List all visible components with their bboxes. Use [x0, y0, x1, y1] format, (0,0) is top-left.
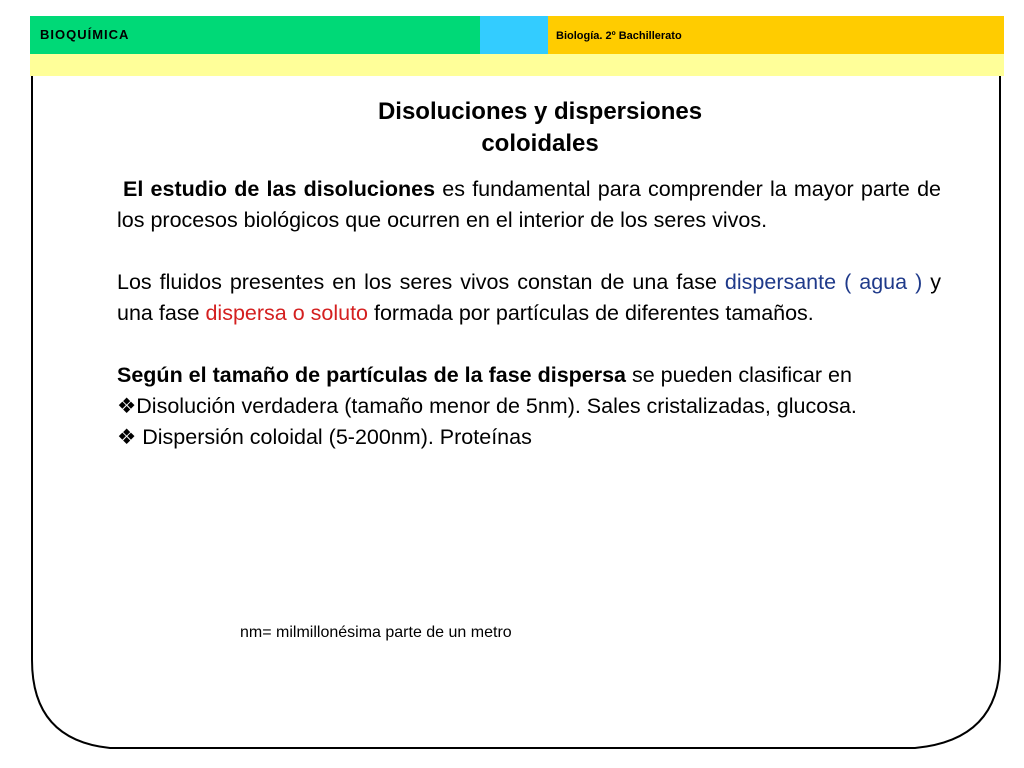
- dispersant-term: dispersante ( agua ): [724, 270, 923, 294]
- dispersed-term: dispersa o soluto: [205, 301, 369, 325]
- footnote-nm: nm= milmillonésima parte de un metro: [240, 624, 512, 641]
- header-pale-band: [30, 54, 1004, 76]
- classification-bold: Según el tamaño de partículas de la fase dispersa: [117, 363, 627, 387]
- paragraph-classification: [117, 360, 941, 391]
- diamond-bullet-icon: ❖: [117, 425, 137, 449]
- slide-body: [117, 174, 941, 453]
- list-item: [117, 391, 941, 422]
- header-cyan-band: [480, 16, 548, 54]
- bullet-text-colloidal: Dispersión coloidal (5-200nm). Proteínas: [136, 425, 532, 449]
- paragraph-intro-bold: El estudio de las disoluciones: [123, 177, 436, 201]
- slide-title: [300, 96, 780, 160]
- phases-text-3: formada por partículas de diferentes tamaños.: [368, 301, 814, 325]
- classification-rest: se pueden clasificar en: [626, 363, 852, 387]
- paragraph-intro-rest: es fundamental para comprender la mayor parte de los procesos biológicos que ocurren en el interior de los seres vivos.: [117, 177, 941, 232]
- phases-text-1: Los fluidos presentes en los seres vivos constan de una fase: [117, 270, 725, 294]
- bullet-text-true-solution: Disolución verdadera (tamaño menor de 5nm). Sales cristalizadas, glucosa.: [136, 394, 857, 418]
- title-line-1: Disoluciones y dispersiones: [377, 98, 703, 125]
- title-line-2: coloidales: [481, 130, 599, 157]
- paragraph-intro: [117, 174, 941, 236]
- diamond-bullet-icon: ❖: [117, 394, 137, 418]
- header-subject-label: BIOQUÍMICA: [40, 27, 130, 42]
- paragraph-phases: [117, 267, 941, 329]
- header-course-label: Biología. 2º Bachillerato: [556, 30, 682, 42]
- list-item: [117, 422, 941, 453]
- phases-text-2: y una fase: [117, 270, 941, 325]
